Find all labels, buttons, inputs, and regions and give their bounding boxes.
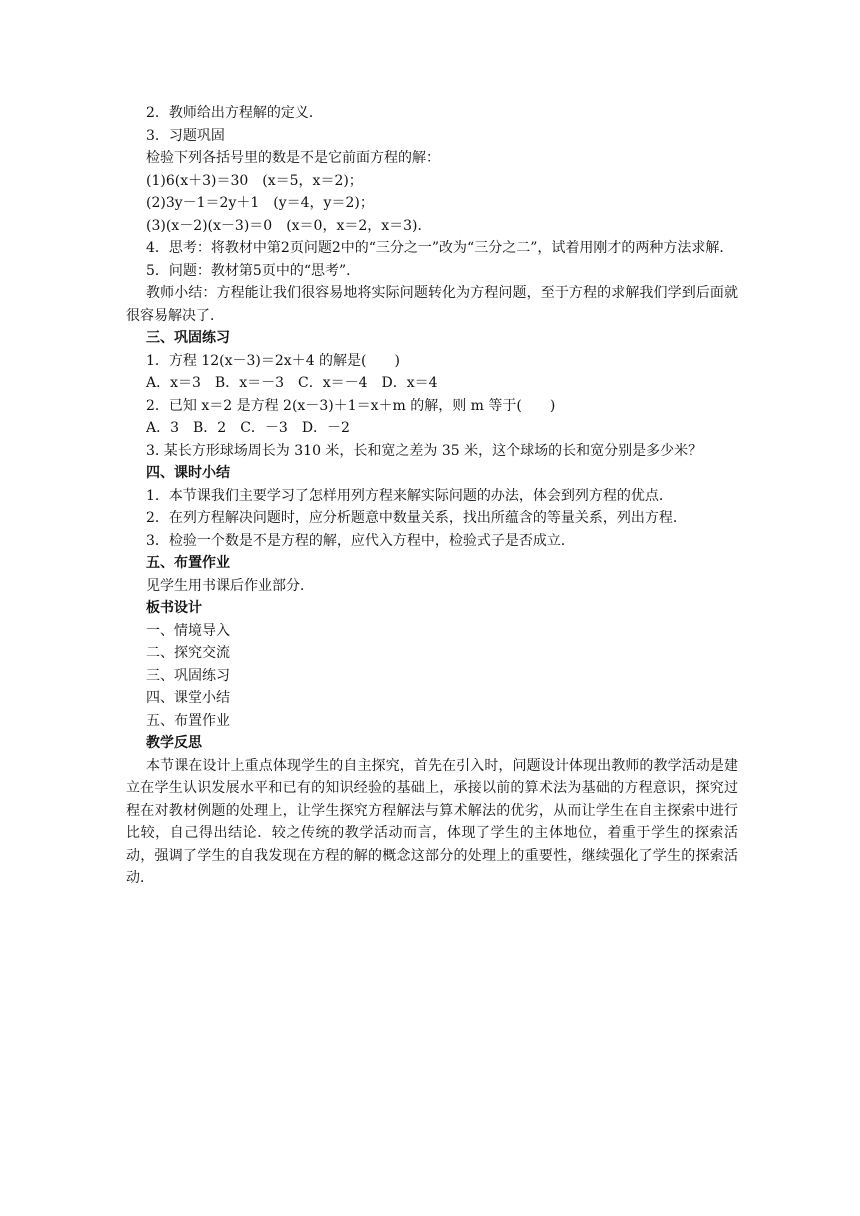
- section-heading-lesson-summary: 四、课时小结: [146, 465, 230, 481]
- definition-line: 2．教师给出方程解的定义．: [146, 105, 323, 121]
- lesson-summary-item-1: 1．本节课我们主要学习了怎样用列方程来解实际问题的办法，体会到列方程的优点．: [146, 487, 673, 504]
- board-item-2: 二、探究交流: [146, 645, 230, 661]
- homework-item: 见学生用书课后作业部分．: [146, 577, 314, 594]
- practice-item-1: 1．方程 12(x－3)＝2x＋4 的解是( ): [146, 352, 400, 369]
- practice-options-1: A．x＝3 B．x＝－3 C．x＝－4 D．x＝4: [146, 375, 438, 391]
- exercise-heading: 3．习题巩固: [146, 127, 225, 144]
- teacher-summary-paragraph: 教师小结：方程能让我们很容易地将实际问题转化为方程问题，至于方程的求解我们学到后面就很容易解决了．: [126, 285, 738, 324]
- lesson-summary-item-2: 2．在列方程解决问题时，应分析题意中数量关系，找出所蕴含的等量关系，列出方程．: [146, 510, 687, 526]
- lesson-summary-item-3: 3．检验一个数是不是方程的解，应代入方程中，检验式子是否成立．: [146, 532, 575, 549]
- board-design-heading: 板书设计: [146, 600, 202, 616]
- board-item-4: 四、课堂小结: [146, 690, 230, 706]
- exercise-item-1: (1)6(x＋3)＝30 (x＝5，x＝2)；: [146, 172, 363, 189]
- reflection-paragraph: 本节课在设计上重点体现学生的自主探究，首先在引入时，问题设计体现出教师的教学活动是建立在学生认识发展水平和已有的知识经验的基础上，承接以前的算术法为基础的方程意识，探究过程在对教材例题的处理上，让学生探究方程解法与算术解法的优劣，从而让学生在自主探索中进行比较，自己得出结论．较之传统的教学活动而言，体现了学生的主体地位，着重于学生的探索活动，强调了学生的自我发现在方程的解的概念这部分的处理上的重要性，继续强化了学生的探索活动．: [126, 757, 738, 886]
- question-line: 5．问题：教材第5页中的“思考”．: [146, 262, 361, 279]
- section-heading-homework: 五、布置作业: [146, 555, 230, 571]
- document-page: [126, 102, 738, 890]
- exercise-item-2: (2)3y－1＝2y＋1 (y＝4，y＝2)；: [146, 195, 374, 211]
- exercise-instruction: 检验下列各括号里的数是不是它前面方程的解：: [146, 150, 440, 166]
- board-item-3: 三、巩固练习: [146, 667, 230, 684]
- practice-item-3: 3. 某长方形球场周长为 310 米，长和宽之差为 35 米，这个球场的长和宽分别是多少米？: [146, 442, 703, 459]
- reflection-heading: 教学反思: [146, 735, 202, 751]
- board-item-1: 一、情境导入: [146, 622, 230, 639]
- practice-options-2: A．3 B．2 C．－3 D．－2: [146, 420, 350, 436]
- practice-item-2: 2．已知 x＝2 是方程 2(x－3)＋1＝x＋m 的解，则 m 等于( ): [146, 397, 556, 414]
- think-paragraph: 4．思考：将教材中第2页问题2中的“三分之一”改为“三分之二”，试着用刚才的两种方法求解．: [146, 240, 734, 256]
- board-item-5: 五、布置作业: [146, 712, 230, 729]
- exercise-item-3: (3)(x－2)(x－3)＝0 (x＝0，x＝2，x＝3)．: [146, 217, 432, 234]
- section-heading-practice: 三、巩固练习: [146, 330, 230, 346]
